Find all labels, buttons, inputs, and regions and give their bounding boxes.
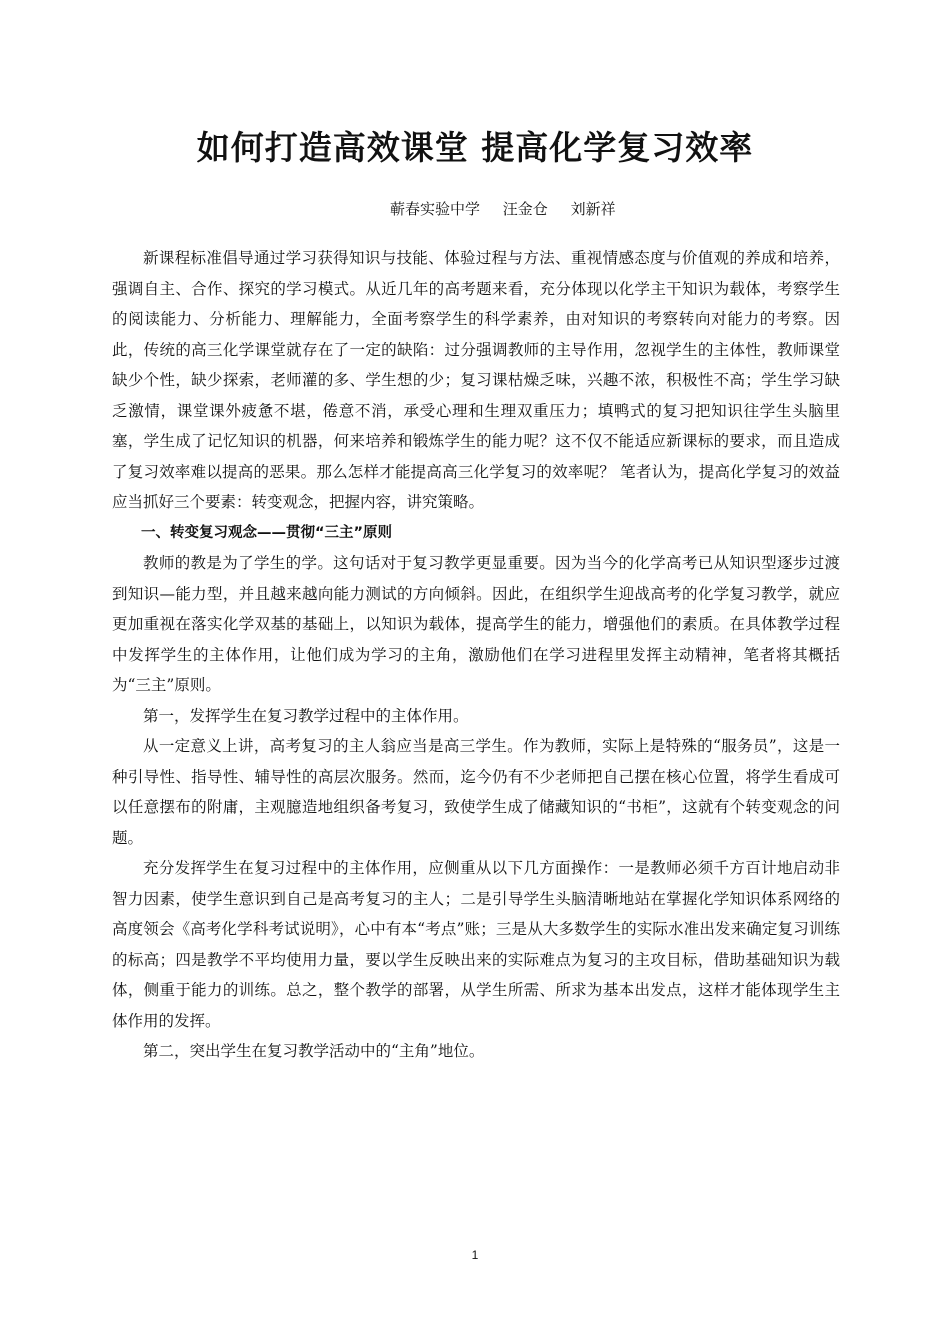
- document-title: 如何打造高效课堂 提高化学复习效率: [196, 128, 754, 167]
- author-line: [390, 198, 890, 220]
- paragraph-first-point: 第一，发挥学生在复习教学过程中的主体作用。: [143, 706, 469, 725]
- document-body: [112, 243, 840, 1067]
- author-name-1: 汪金仓: [502, 200, 548, 218]
- section-heading-1: 一、转变复习观念——贯彻“三主”原则: [141, 524, 393, 541]
- author-name-2: 刘新祥: [570, 200, 616, 218]
- author-school: 蕲春实验中学: [390, 200, 481, 218]
- paragraph-student-master: 从一定意义上讲，高考复习的主人翁应当是高三学生。作为教师，实际上是特殊的“服务员”，这是一种引导性、指导性、辅导性的高层次服务。然而，迄今仍有不少老师把自己摆在核心位置，将学生看成可以任意摆布的附庸，主观臆造地组织备考复习，致使学生成了储藏知识的“书柜”，这就有个转变观念的问题。: [112, 737, 840, 847]
- paragraph-intro: 新课程标准倡导通过学习获得知识与技能、体验过程与方法、重视情感态度与价值观的养成和培养，强调自主、合作、探究的学习模式。从近几年的高考题来看，充分体现以化学主干知识为载体，考察学生的阅读能力、分析能力、理解能力，全面考察学生的科学素养，由对知识的考察转向对能力的考察。因此，传统的高三化学课堂就存在了一定的缺陷：过分强调教师的主导作用，忽视学生的主体性，教师课堂缺少个性，缺少探索，老师灌的多、学生想的少；复习课枯燥乏味，兴趣不浓，积极性不高；学生学习缺乏激情，课堂课外疲惫不堪，倦意不消，承受心理和生理双重压力；填鸭式的复习把知识往学生头脑里塞，学生成了记忆知识的机器，何来培养和锻炼学生的能力呢？这不仅不能适应新课标的要求，而且造成了复习效率难以提高的恶果。那么怎样才能提高高三化学复习的效率呢？ 笔者认为，提高化学复习的效益应当抓好三个要素：转变观念，把握内容，讲究策略。: [112, 249, 840, 511]
- page-number: 1: [471, 1248, 479, 1262]
- paragraph-operations: 充分发挥学生在复习过程中的主体作用，应侧重从以下几方面操作：一是教师必须千方百计地启动非智力因素，使学生意识到自己是高考复习的主人；二是引导学生头脑清晰地站在掌握化学知识体系网络的高度领会《高考化学科考试说明》，心中有本“考点”账；三是从大多数学生的实际水准出发来确定复习训练的标高；四是教学不平均使用力量，要以学生反映出来的实际难点为复习的主攻目标，借助基础知识为载体，侧重于能力的训练。总之，整个教学的部署，从学生所需、所求为基本出发点，这样才能体现学生主体作用的发挥。: [112, 859, 840, 1030]
- paragraph-teacher-role: 教师的教是为了学生的学。这句话对于复习教学更显重要。因为当今的化学高考已从知识型逐步过渡到知识—能力型，并且越来越向能力测试的方向倾斜。因此，在组织学生迎战高考的化学复习教学，就应更加重视在落实化学双基的基础上，以知识为载体，提高学生的能力，增强他们的素质。在具体教学过程中发挥学生的主体作用，让他们成为学习的主角，激励他们在学习进程里发挥主动精神，笔者将其概括为“三主”原则。: [112, 554, 840, 694]
- paragraph-second-point: 第二，突出学生在复习教学活动中的“主角”地位。: [143, 1042, 485, 1060]
